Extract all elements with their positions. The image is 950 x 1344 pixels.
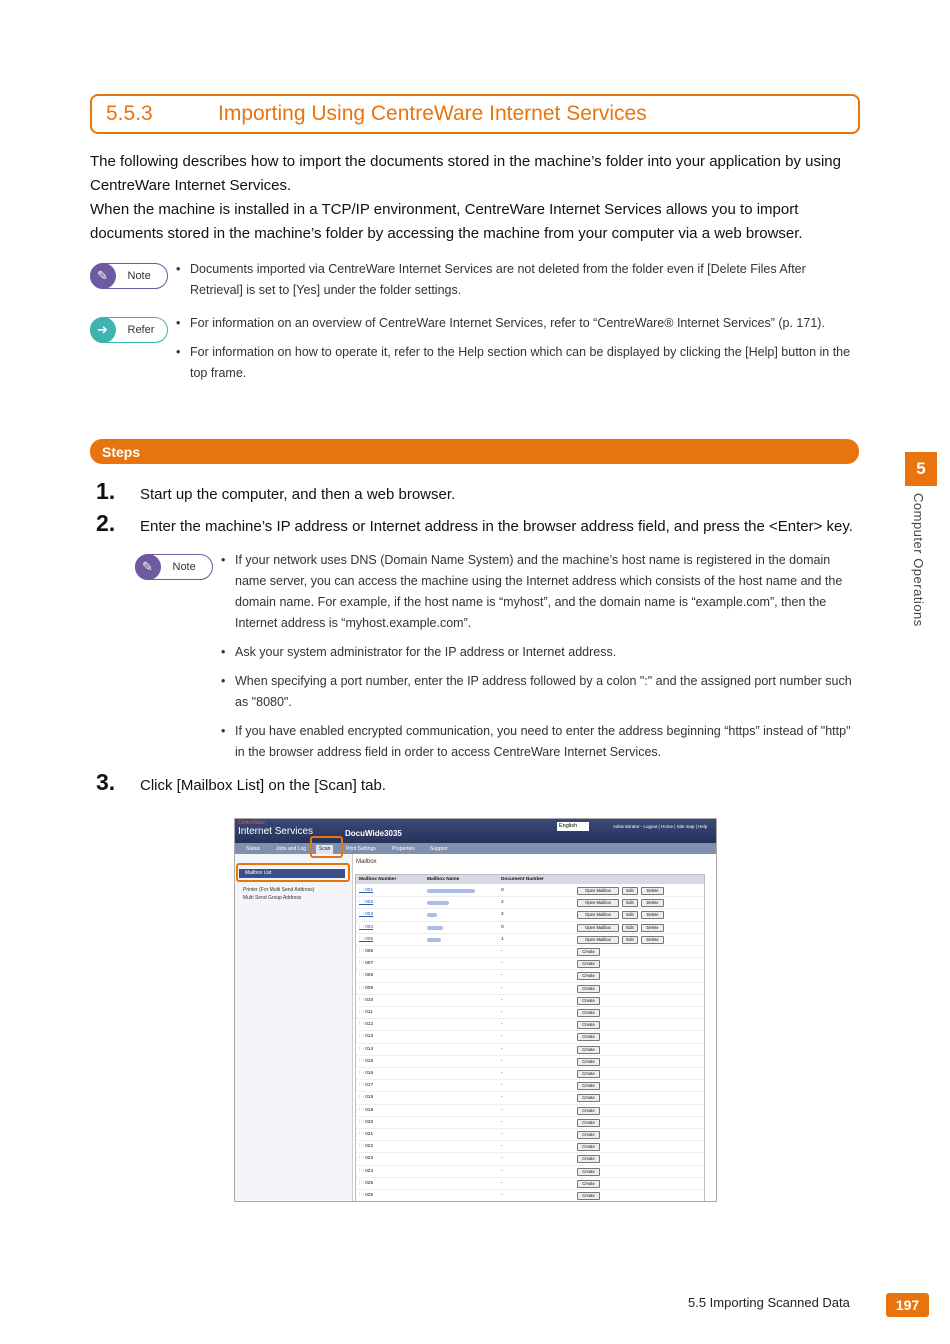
mailbox-row — [356, 983, 704, 995]
shot-tab-jobs[interactable]: Jobs and Log — [276, 846, 307, 852]
note-badge-label: Note — [172, 561, 196, 573]
create-button[interactable]: Create — [577, 1131, 600, 1139]
page-number: 197 — [886, 1293, 929, 1317]
step-2 — [96, 510, 853, 537]
section-title: Importing Using CentreWare Internet Services — [218, 102, 647, 125]
document-count: 0 — [501, 924, 504, 930]
open-mailbox-button[interactable]: Open Mailbox — [577, 911, 619, 919]
mailbox-link[interactable]: 🗀 004 — [359, 924, 374, 930]
document-count: - — [501, 961, 503, 967]
redacted-name — [427, 901, 449, 905]
shot-header — [235, 819, 717, 843]
steps-bar: Steps — [90, 439, 859, 464]
create-button[interactable]: Create — [577, 1046, 600, 1054]
document-count: - — [501, 1095, 503, 1101]
shot-top-nav[interactable]: Administrator - Logout | Home | Site map | Help — [613, 824, 708, 829]
step-text: Enter the machine’s IP address or Internet address in the browser address field, and press the <Enter> key. — [140, 518, 853, 535]
create-button[interactable]: Create — [577, 1143, 600, 1151]
create-button[interactable]: Create — [577, 1107, 600, 1115]
create-button[interactable]: Create — [577, 1058, 600, 1066]
document-count: - — [501, 1168, 503, 1174]
mailbox-row — [356, 970, 704, 982]
create-button[interactable]: Create — [577, 1070, 600, 1078]
intro-paragraph: When the machine is installed in a TCP/IP environment, CentreWare Internet Services allows you to import documents stored in the machine’s folder by accessing the machine from your computer via a web browser. — [90, 201, 803, 242]
shot-brand-sub: CentreWare — [238, 820, 265, 826]
shot-panel-title: Mailbox — [356, 859, 377, 865]
create-button[interactable]: Create — [577, 948, 600, 956]
shot-mailbox-list-item[interactable]: Mailbox List — [239, 869, 345, 878]
create-button[interactable]: Create — [577, 1033, 600, 1041]
mailbox-number: 🗀 014 — [359, 1046, 374, 1052]
document-count: 1 — [501, 936, 504, 942]
document-count: 2 — [501, 912, 504, 918]
note-item: • Ask your system administrator for the IP address or Internet address. — [221, 642, 861, 663]
step-1 — [96, 478, 455, 505]
shot-language-select[interactable]: English — [557, 822, 589, 831]
document-count: - — [501, 1180, 503, 1186]
column-header: Mailbox Number — [359, 877, 397, 882]
mailbox-row — [356, 1080, 704, 1092]
mailbox-row — [356, 1031, 704, 1043]
mailbox-number: 🗀 006 — [359, 949, 374, 954]
mailbox-number: 🗀 016 — [359, 1071, 374, 1076]
mailbox-row — [356, 1019, 704, 1031]
shot-sidebar-item[interactable]: Printer (For Multi Send Address) — [243, 887, 315, 893]
document-count: - — [501, 1046, 503, 1052]
refer-list — [176, 313, 860, 392]
refer-badge — [90, 317, 168, 343]
mailbox-row — [356, 1105, 704, 1117]
step-3 — [96, 769, 386, 796]
mailbox-row — [356, 1178, 704, 1190]
note-badge — [135, 554, 213, 580]
shot-model: DocuWide3035 — [345, 829, 402, 838]
create-button[interactable]: Create — [577, 1009, 600, 1017]
mailbox-number: 🗀 017 — [359, 1083, 374, 1089]
mailbox-row — [356, 1044, 704, 1056]
mailbox-row — [356, 1007, 704, 1019]
note-item: • If you have enabled encrypted communication, you need to enter the address beginning “https” instead of "http" in the browser address field in order to access CentreWare Internet Services. — [221, 721, 861, 763]
create-button[interactable]: Create — [577, 1119, 600, 1127]
mailbox-row — [356, 958, 704, 970]
document-count: - — [501, 1156, 503, 1162]
mailbox-row — [356, 922, 704, 934]
mailbox-row — [356, 1190, 704, 1202]
edit-button[interactable]: Edit — [622, 887, 638, 895]
create-button[interactable]: Create — [577, 1082, 600, 1090]
column-header: Document Number — [501, 877, 544, 882]
edit-button[interactable]: Edit — [622, 911, 638, 919]
step-text: Start up the computer, and then a web browser. — [140, 486, 456, 503]
mailbox-number: 🗀 010 — [359, 997, 374, 1003]
create-button[interactable]: Create — [577, 960, 600, 968]
mailbox-number: 🗀 015 — [359, 1058, 374, 1064]
document-count: - — [501, 1034, 503, 1040]
shot-tab-print-settings[interactable]: Print Settings — [346, 846, 376, 852]
document-count: - — [501, 1119, 503, 1125]
open-mailbox-button[interactable]: Open Mailbox — [577, 899, 619, 907]
mailbox-number: 🗀 013 — [359, 1034, 374, 1040]
delete-button[interactable]: Delete — [641, 924, 664, 932]
refer-badge-label: Refer — [127, 324, 155, 336]
note-item: • When specifying a port number, enter the IP address followed by a colon ":" and the assigned port number such as "8080". — [221, 671, 861, 713]
step-number: 2. — [96, 510, 116, 536]
mailbox-number: 🗀 021 — [359, 1132, 374, 1137]
shot-tab-properties[interactable]: Properties — [392, 846, 415, 852]
delete-button[interactable]: Delete — [641, 887, 664, 895]
column-header: Mailbox Name — [427, 877, 460, 882]
mailbox-number: 🗀 020 — [359, 1119, 374, 1125]
open-mailbox-button[interactable]: Open Mailbox — [577, 936, 619, 944]
mailbox-row — [356, 1141, 704, 1153]
mailbox-row — [356, 1092, 704, 1104]
mailbox-number: 🗀 018 — [359, 1095, 374, 1101]
note-badge — [90, 263, 168, 289]
create-button[interactable]: Create — [577, 1094, 600, 1102]
mailbox-link[interactable]: 🗀 003 — [359, 912, 374, 918]
create-button[interactable]: Create — [577, 1180, 600, 1188]
mailbox-row — [356, 1056, 704, 1068]
document-count: - — [501, 985, 503, 991]
document-count: - — [501, 1132, 503, 1137]
intro-paragraph: The following describes how to import the documents stored in the machine’s folder into your application by using CentreWare Internet Services. — [90, 153, 841, 194]
document-count: - — [501, 1071, 503, 1076]
mailbox-number: 🗀 019 — [359, 1107, 374, 1113]
step-number: 1. — [96, 478, 116, 504]
shot-tab-status[interactable]: Status — [246, 846, 261, 852]
document-count: - — [501, 973, 503, 979]
note-list — [176, 259, 860, 309]
mailbox-number: 🗀 022 — [359, 1144, 374, 1150]
edit-button[interactable]: Edit — [622, 924, 638, 932]
mailbox-row — [356, 934, 704, 946]
mailbox-number: 🗀 023 — [359, 1156, 374, 1162]
chapter-tab: 5 — [905, 452, 937, 486]
mailbox-number: 🗀 026 — [359, 1193, 374, 1198]
mailbox-row — [356, 897, 704, 909]
edit-button[interactable]: Edit — [622, 936, 638, 944]
document-count: - — [501, 1107, 503, 1113]
redacted-name — [427, 913, 437, 917]
document-count: - — [501, 1144, 503, 1150]
create-button[interactable]: Create — [577, 1192, 600, 1200]
mailbox-table-header — [356, 875, 704, 884]
mailbox-row — [356, 946, 704, 958]
pencil-icon: ✎ — [135, 554, 161, 580]
mailbox-link[interactable]: 🗀 001 — [359, 888, 374, 893]
mailbox-number: 🗀 009 — [359, 985, 374, 991]
mailbox-number: 🗀 012 — [359, 1022, 374, 1028]
footer-text: 5.5 Importing Scanned Data — [688, 1295, 850, 1310]
mailbox-table — [355, 874, 705, 1202]
note-badge-label: Note — [127, 270, 151, 282]
redacted-name — [427, 926, 443, 930]
shot-tab-scan[interactable]: Scan — [316, 845, 333, 854]
create-button[interactable]: Create — [577, 1021, 600, 1029]
mailbox-number: 🗀 025 — [359, 1180, 374, 1186]
document-count: - — [501, 997, 503, 1003]
shot-tab-support[interactable]: Support — [430, 846, 448, 852]
mailbox-number: 🗀 007 — [359, 961, 374, 967]
scan-tab-highlight — [310, 836, 343, 858]
redacted-name — [427, 938, 441, 942]
mailbox-row — [356, 1153, 704, 1165]
mailbox-number: 🗀 024 — [359, 1168, 374, 1174]
mailbox-row — [356, 1117, 704, 1129]
section-header — [90, 94, 860, 134]
refer-item: • For information on how to operate it, refer to the Help section which can be displayed by clicking the [Help] button in the top frame. — [176, 342, 860, 384]
mailbox-row — [356, 885, 704, 897]
create-button[interactable]: Create — [577, 997, 600, 1005]
chapter-label: Computer Operations — [911, 493, 926, 627]
create-button[interactable]: Create — [577, 972, 600, 980]
shot-tab-bar — [235, 843, 717, 854]
mailbox-row — [356, 1166, 704, 1178]
document-count: 0 — [501, 888, 504, 893]
shot-brand: Internet Services — [238, 826, 314, 837]
mailbox-row — [356, 1068, 704, 1080]
document-count: - — [501, 1010, 503, 1015]
create-button[interactable]: Create — [577, 1168, 600, 1176]
intro-text — [90, 150, 860, 246]
edit-button[interactable]: Edit — [622, 899, 638, 907]
document-count: - — [501, 1083, 503, 1089]
step-text: Click [Mailbox List] on the [Scan] tab. — [140, 777, 386, 794]
shot-sidebar-item[interactable]: Multi Send Group Address — [243, 895, 302, 901]
delete-button[interactable]: Delete — [641, 936, 664, 944]
mailbox-list-highlight — [236, 863, 350, 882]
create-button[interactable]: Create — [577, 1155, 600, 1163]
delete-button[interactable]: Delete — [641, 911, 664, 919]
mailbox-number: 🗀 008 — [359, 973, 374, 979]
note-item: • If your network uses DNS (Domain Name System) and the machine’s host name is registered in the domain name server, you can access the machine using the Internet address which consists of the host name and the domain name. For example, if the host name is “myhost”, and the domain name is “example.com”, then the Internet address is “myhost.example.com”. — [221, 550, 861, 634]
arrow-right-icon: ➜ — [90, 317, 116, 343]
step-number: 3. — [96, 769, 116, 795]
refer-item: • For information on an overview of CentreWare Internet Services, refer to “CentreWare® Internet Services” (p. 171). — [176, 313, 860, 334]
web-ui-screenshot — [234, 818, 717, 1202]
shot-sidebar — [235, 854, 353, 1202]
mailbox-row — [356, 1129, 704, 1141]
mailbox-number: 🗀 011 — [359, 1010, 373, 1015]
note-list — [221, 550, 861, 771]
note-item: • Documents imported via CentreWare Internet Services are not deleted from the folder even if [Delete Files After Retrieval] is set to [Yes] under the folder settings. — [176, 259, 860, 301]
delete-button[interactable]: Delete — [641, 899, 664, 907]
section-number: 5.5.3 — [106, 102, 153, 125]
open-mailbox-button[interactable]: Open Mailbox — [577, 887, 619, 895]
document-count: - — [501, 1058, 503, 1064]
document-count: - — [501, 1022, 503, 1028]
mailbox-link[interactable]: 🗀 005 — [359, 936, 374, 942]
create-button[interactable]: Create — [577, 985, 600, 993]
document-count: - — [501, 1193, 503, 1198]
mailbox-link[interactable]: 🗀 002 — [359, 900, 374, 906]
document-count: - — [501, 949, 503, 954]
mailbox-row — [356, 909, 704, 921]
mailbox-row — [356, 995, 704, 1007]
document-count: 2 — [501, 900, 504, 906]
redacted-name — [427, 889, 475, 893]
open-mailbox-button[interactable]: Open Mailbox — [577, 924, 619, 932]
pencil-icon: ✎ — [90, 263, 116, 289]
